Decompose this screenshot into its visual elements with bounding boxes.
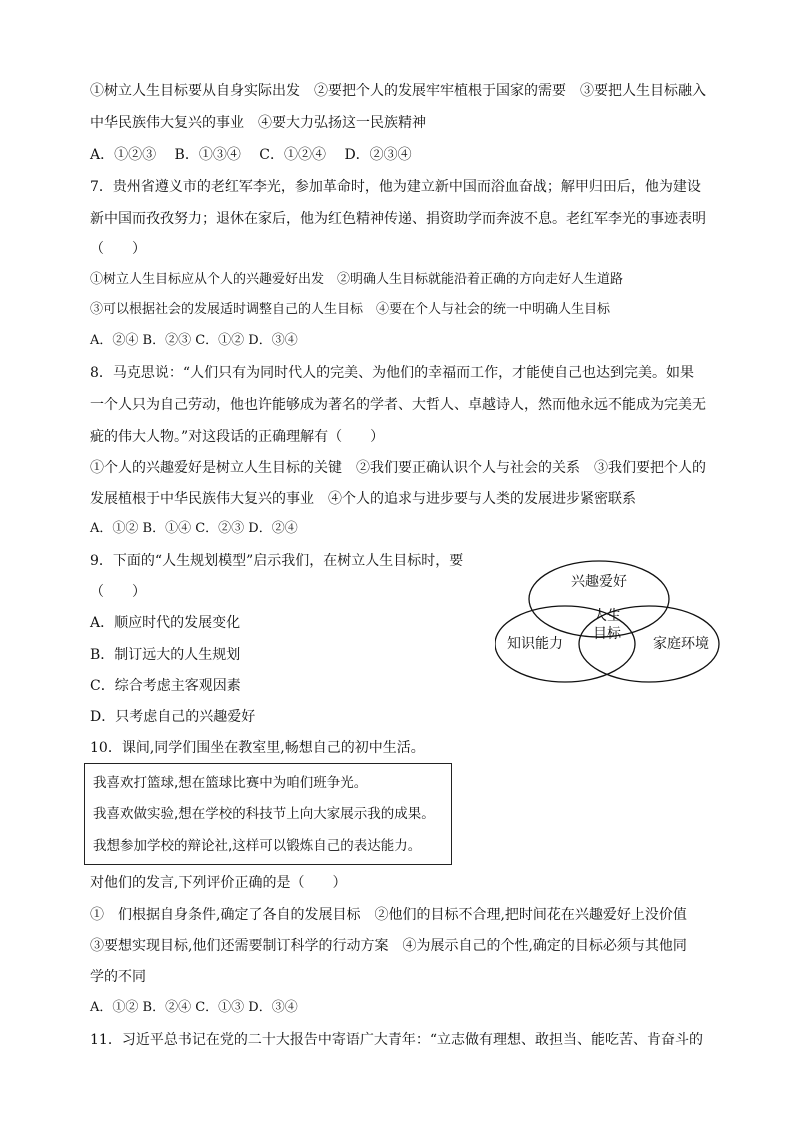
q10-prompt: 对他们的发言,下列评价正确的是（ ）	[90, 875, 347, 891]
q10-options-line-1: ① 们根据自身条件,确定了各自的发展目标 ②他们的目标不合理,把时间花在兴趣爱好上没价值	[90, 907, 687, 923]
q10-options-line-3: 学的不同	[90, 969, 146, 985]
venn-center-line-2: 目标	[593, 626, 621, 642]
q7-stem-line-2: 新中国而孜孜努力；退休在家后，他为红色精神传递、捐资助学而奔波不息。老红军李光的事迹表明	[90, 211, 706, 227]
q7-options-line-1: ①树立人生目标应从个人的兴趣爱好出发 ②明确人生目标就能沿着正确的方向走好人生道路	[90, 272, 624, 287]
q9-option-c: C．综合考虑主客观因素	[90, 678, 241, 694]
q7-choices: A．②④ B．②③ C．①② D．③④	[90, 333, 298, 348]
q9-option-d: D．只考虑自己的兴趣爱好	[90, 709, 256, 725]
q9-option-a: A．顺应时代的发展变化	[90, 615, 241, 631]
student-statements-box	[84, 763, 452, 865]
q8-options-line-2: 发展植根于中华民族伟大复兴的事业 ④个人的追求与进步要与人类的发展进步紧密联系	[90, 491, 636, 507]
q6-options-line-2: 中华民族伟大复兴的事业 ④要大力弘扬这一民族精神	[90, 115, 426, 131]
q11-stem-line-1: 11．习近平总书记在党的二十大报告中寄语广大青年：“立志做有理想、敢担当、能吃苦、肯奋斗的	[90, 1032, 703, 1048]
statement-1: 我喜欢打篮球,想在篮球比赛中为咱们班争光。	[93, 775, 368, 791]
statement-2: 我喜欢做实验,想在学校的科技节上向大家展示我的成果。	[93, 806, 435, 822]
venn-label-family: 家庭环境	[653, 636, 709, 652]
life-planning-venn-diagram	[495, 558, 725, 690]
q9-stem: 9．下面的“人生规划模型”启示我们，在树立人生目标时，要	[90, 553, 464, 569]
q7-answer-blank: （ ）	[90, 241, 146, 257]
q8-stem-line-1: 8．马克思说：“人们只有为同时代人的完美、为他们的幸福而工作，才能使自己也达到完美。如果	[90, 365, 695, 381]
statement-3: 我想参加学校的辩论社,这样可以锻炼自己的表达能力。	[93, 838, 422, 854]
q9-answer-blank: （ ）	[90, 584, 146, 600]
q7-options-line-2: ③可以根据社会的发展适时调整自己的人生目标 ④要在个人与社会的统一中明确人生目标	[90, 302, 611, 317]
venn-label-interest: 兴趣爱好	[571, 574, 627, 590]
venn-center-line-1: 人生	[593, 608, 621, 624]
q8-options-line-1: ①个人的兴趣爱好是树立人生目标的关键 ②我们要正确认识个人与社会的关系 ③我们要把个人的	[90, 460, 706, 476]
q9-option-b: B．制订远大的人生规划	[90, 647, 241, 663]
q10-choices: A．①② B．②④ C．①③ D．③④	[90, 1000, 298, 1015]
q6-options-line-1: ①树立人生目标要从自身实际出发 ②要把个人的发展牢牢植根于国家的需要 ③要把人生目标融入	[90, 83, 706, 99]
q10-options-line-2: ③要想实现目标,他们还需要制订科学的行动方案 ④为展示自己的个性,确定的目标必须与其他同	[90, 938, 687, 954]
q8-stem-line-2: 一个人只为自己劳动，他也许能够成为著名的学者、大哲人、卓越诗人，然而他永远不能成为完美无	[90, 397, 706, 413]
q6-choices: A．①②③ B．①③④ C．①②④ D．②③④	[90, 147, 412, 163]
venn-label-ability: 知识能力	[507, 636, 563, 652]
q8-stem-line-3: 疵的伟大人物。”对这段话的正确理解有（ ）	[90, 429, 385, 445]
q8-choices: A．①② B．①④ C．②③ D．②④	[90, 521, 298, 536]
q10-stem: 10．课间,同学们围坐在教室里,畅想自己的初中生活。	[90, 740, 425, 756]
q7-stem-line-1: 7．贵州省遵义市的老红军李光，参加革命时，他为建立新中国而浴血奋战；解甲归田后，他为建设	[90, 179, 701, 195]
